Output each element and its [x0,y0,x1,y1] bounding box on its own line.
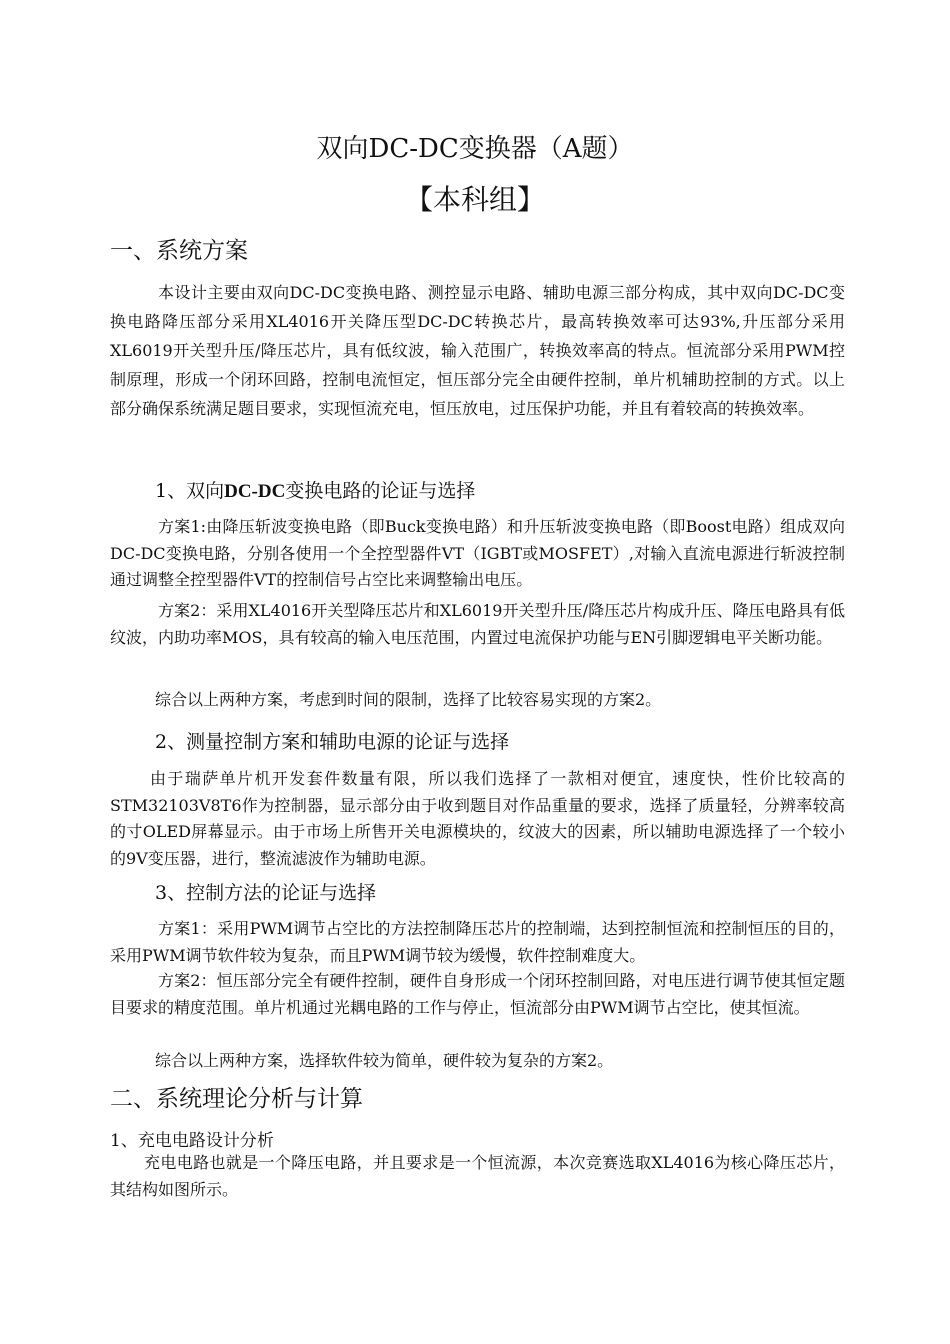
section2-sub1-heading: 1、充电电路设计分析 [110,1131,274,1151]
subsection3-scheme2-paragraph: 方案2：恒压部分完全有硬件控制，硬件自身形成一个闭环控制回路，对电压进行调节使其恒定题目要求的精度范围。单片机通过光耦电路的工作与停止，恒流部分由PWM调节占空比，使其恒流。 [110,971,845,1017]
subsection3-scheme1-paragraph: 方案1：采用PWM调节占空比的方法控制降压芯片的控制端，达到控制恒流和控制恒压的目的，采用PWM调节软件较为复杂，而且PWM调节较为缓慢，软件控制难度大。 [110,919,845,965]
subsection3-heading: 3、控制方法的论证与选择 [155,882,377,904]
subsection1-heading-suffix: 变换电路的论证与选择 [285,480,476,502]
subsection1-heading-prefix: 双向 [186,480,225,502]
subsection1-heading [155,476,475,503]
section2-heading: 二、系统理论分析与计算 [110,1086,363,1112]
document-title: 双向DC-DC变换器（A题） [316,134,634,164]
subsection1-scheme2-paragraph: 方案2：采用XL4016开关型降压芯片和XL6019开关型升压/降压芯片构成升压、降压电路具有低纹波，内助功率MOS，具有较高的输入电压范围，内置过电流保护功能与EN引脚逻辑电平关断功能。 [110,601,845,647]
subsection2-heading: 2、测量控制方案和辅助电源的论证与选择 [155,731,510,753]
subsection1-conclusion-paragraph: 综合以上两种方案，考虑到时间的限制，选择了比较容易实现的方案2。 [155,690,662,709]
section1-heading: 一、系统方案 [110,238,248,264]
section2-sub1-body-paragraph: 充电电路也就是一个降压电路，并且要求是一个恒流源，本次竞赛选取XL4016为核心降压芯片，其结构如图所示。 [110,1153,845,1199]
subsection1-heading-bold: DC-DC [224,481,286,502]
subsection3-conclusion-paragraph: 综合以上两种方案，选择软件较为简单，硬件较为复杂的方案2。 [155,1051,614,1070]
section1-intro-paragraph: 本设计主要由双向DC-DC变换电路、测控显示电路、辅助电源三部分构成，其中双向DC-DC变换电路降压部分采用XL4016开关降压型DC-DC转换芯片，最高转换效率可达93%,升压部分采用XL6019开关型升压/降压芯片，具有低纹波，输入范围广，转换效率高的特点。恒流部分采用PWM控制原理，形成一个闭环回路，控制电流恒定，恒压部分完全由硬件控制，单片机辅助控制的方式。以上部分确保系统满足题目要求，实现恒流充电，恒压放电，过压保护功能，并且有着较高的转换效率。 [110,283,845,418]
group-label: 【本科组】 [404,183,545,216]
subsection1-heading-number: 1、 [155,480,187,502]
subsection1-scheme1-paragraph: 方案1:由降压斩波变换电路（即Buck变换电路）和升压斩波变换电路（即Boost电路）组成双向DC-DC变换电路，分别各使用一个全控型器件VT（IGBT或MOSFET）,对输入直流电源进行斩波控制通过调整全控型器件VT的控制信号占空比来调整输出电压。 [110,517,845,589]
subsection2-body-paragraph: 由于瑞萨单片机开发套件数量有限，所以我们选择了一款相对便宜，速度快，性价比较高的STM32103V8T6作为控制器，显示部分由于收到题目对作品重量的要求，选择了质量轻，分辨率较高的寸OLED屏幕显示。由于市场上所售开关电源模块的，纹波大的因素，所以辅助电源选择了一个较小的9V变压器，进行，整流滤波作为辅助电源。 [110,769,845,868]
